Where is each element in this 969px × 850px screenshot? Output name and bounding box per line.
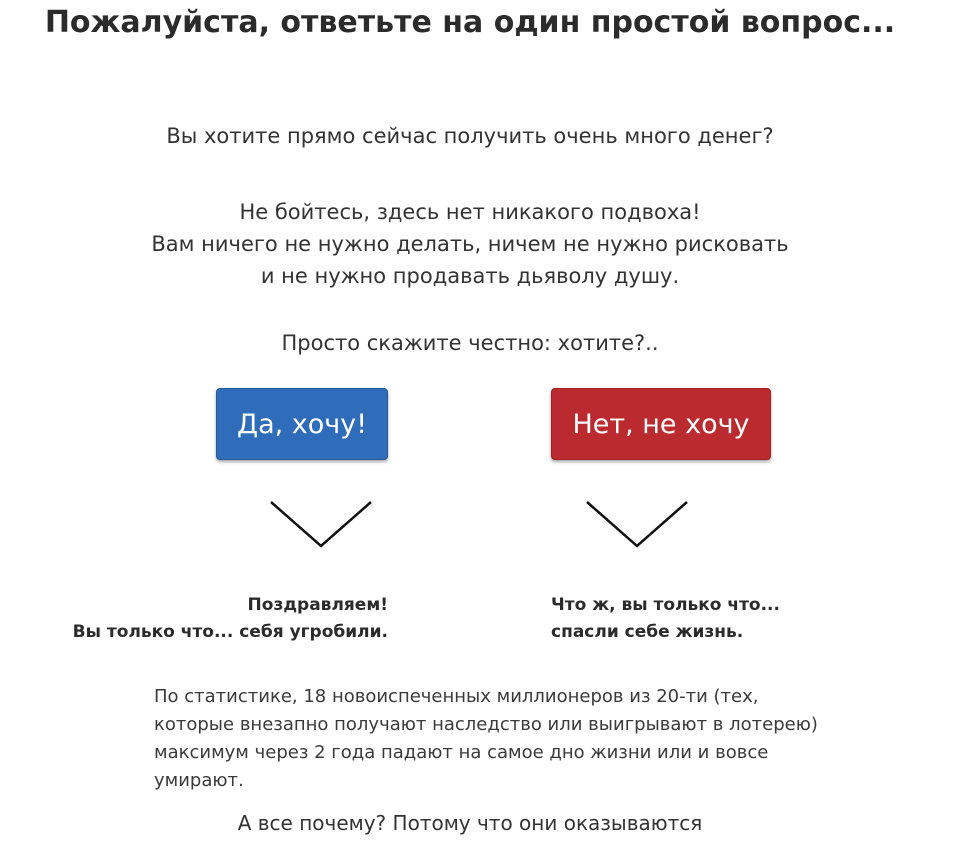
yes-button-label: Да, хочу! — [236, 408, 368, 440]
no-result-line-2: спасли себе жизнь. — [551, 622, 744, 642]
statistics-paragraph: По статистике, 18 новоиспеченных миллионеров из 20-ти (тех, которые внезапно получают наследство или выигрывают в лотерею) максимум через 2 года падают на самое дно жизни или и вовсе умирают. — [154, 686, 818, 791]
reassure-line-3: и не нужно продавать дьяволу душу. — [260, 264, 680, 288]
reassure-line-2: Вам ничего не нужно делать, ничем не нужно рисковать — [151, 232, 789, 256]
no-button[interactable] — [551, 388, 771, 460]
yes-result — [30, 592, 388, 646]
yes-button[interactable] — [216, 388, 388, 460]
no-result-line-1: Что ж, вы только что... — [551, 595, 780, 615]
prompt-text: Просто скажите честно: хотите?.. — [281, 331, 659, 355]
yes-result-line-2: Вы только что... себя угробили. — [72, 622, 388, 642]
yes-result-line-1: Поздравляем! — [247, 595, 388, 615]
bottom-text: А все почему? Потому что они оказываются — [237, 811, 703, 835]
reassure-line-1: Не бойтесь, здесь нет никакого подвоха! — [239, 200, 701, 224]
no-button-label: Нет, не хочу — [572, 408, 750, 440]
page-title: Пожалуйста, ответьте на один простой вопрос... — [44, 5, 896, 40]
no-result — [551, 592, 931, 646]
chevron-down-icon — [269, 498, 373, 550]
chevron-down-icon — [585, 498, 689, 550]
main-question: Вы хотите прямо сейчас получить очень много денег? — [166, 124, 774, 148]
